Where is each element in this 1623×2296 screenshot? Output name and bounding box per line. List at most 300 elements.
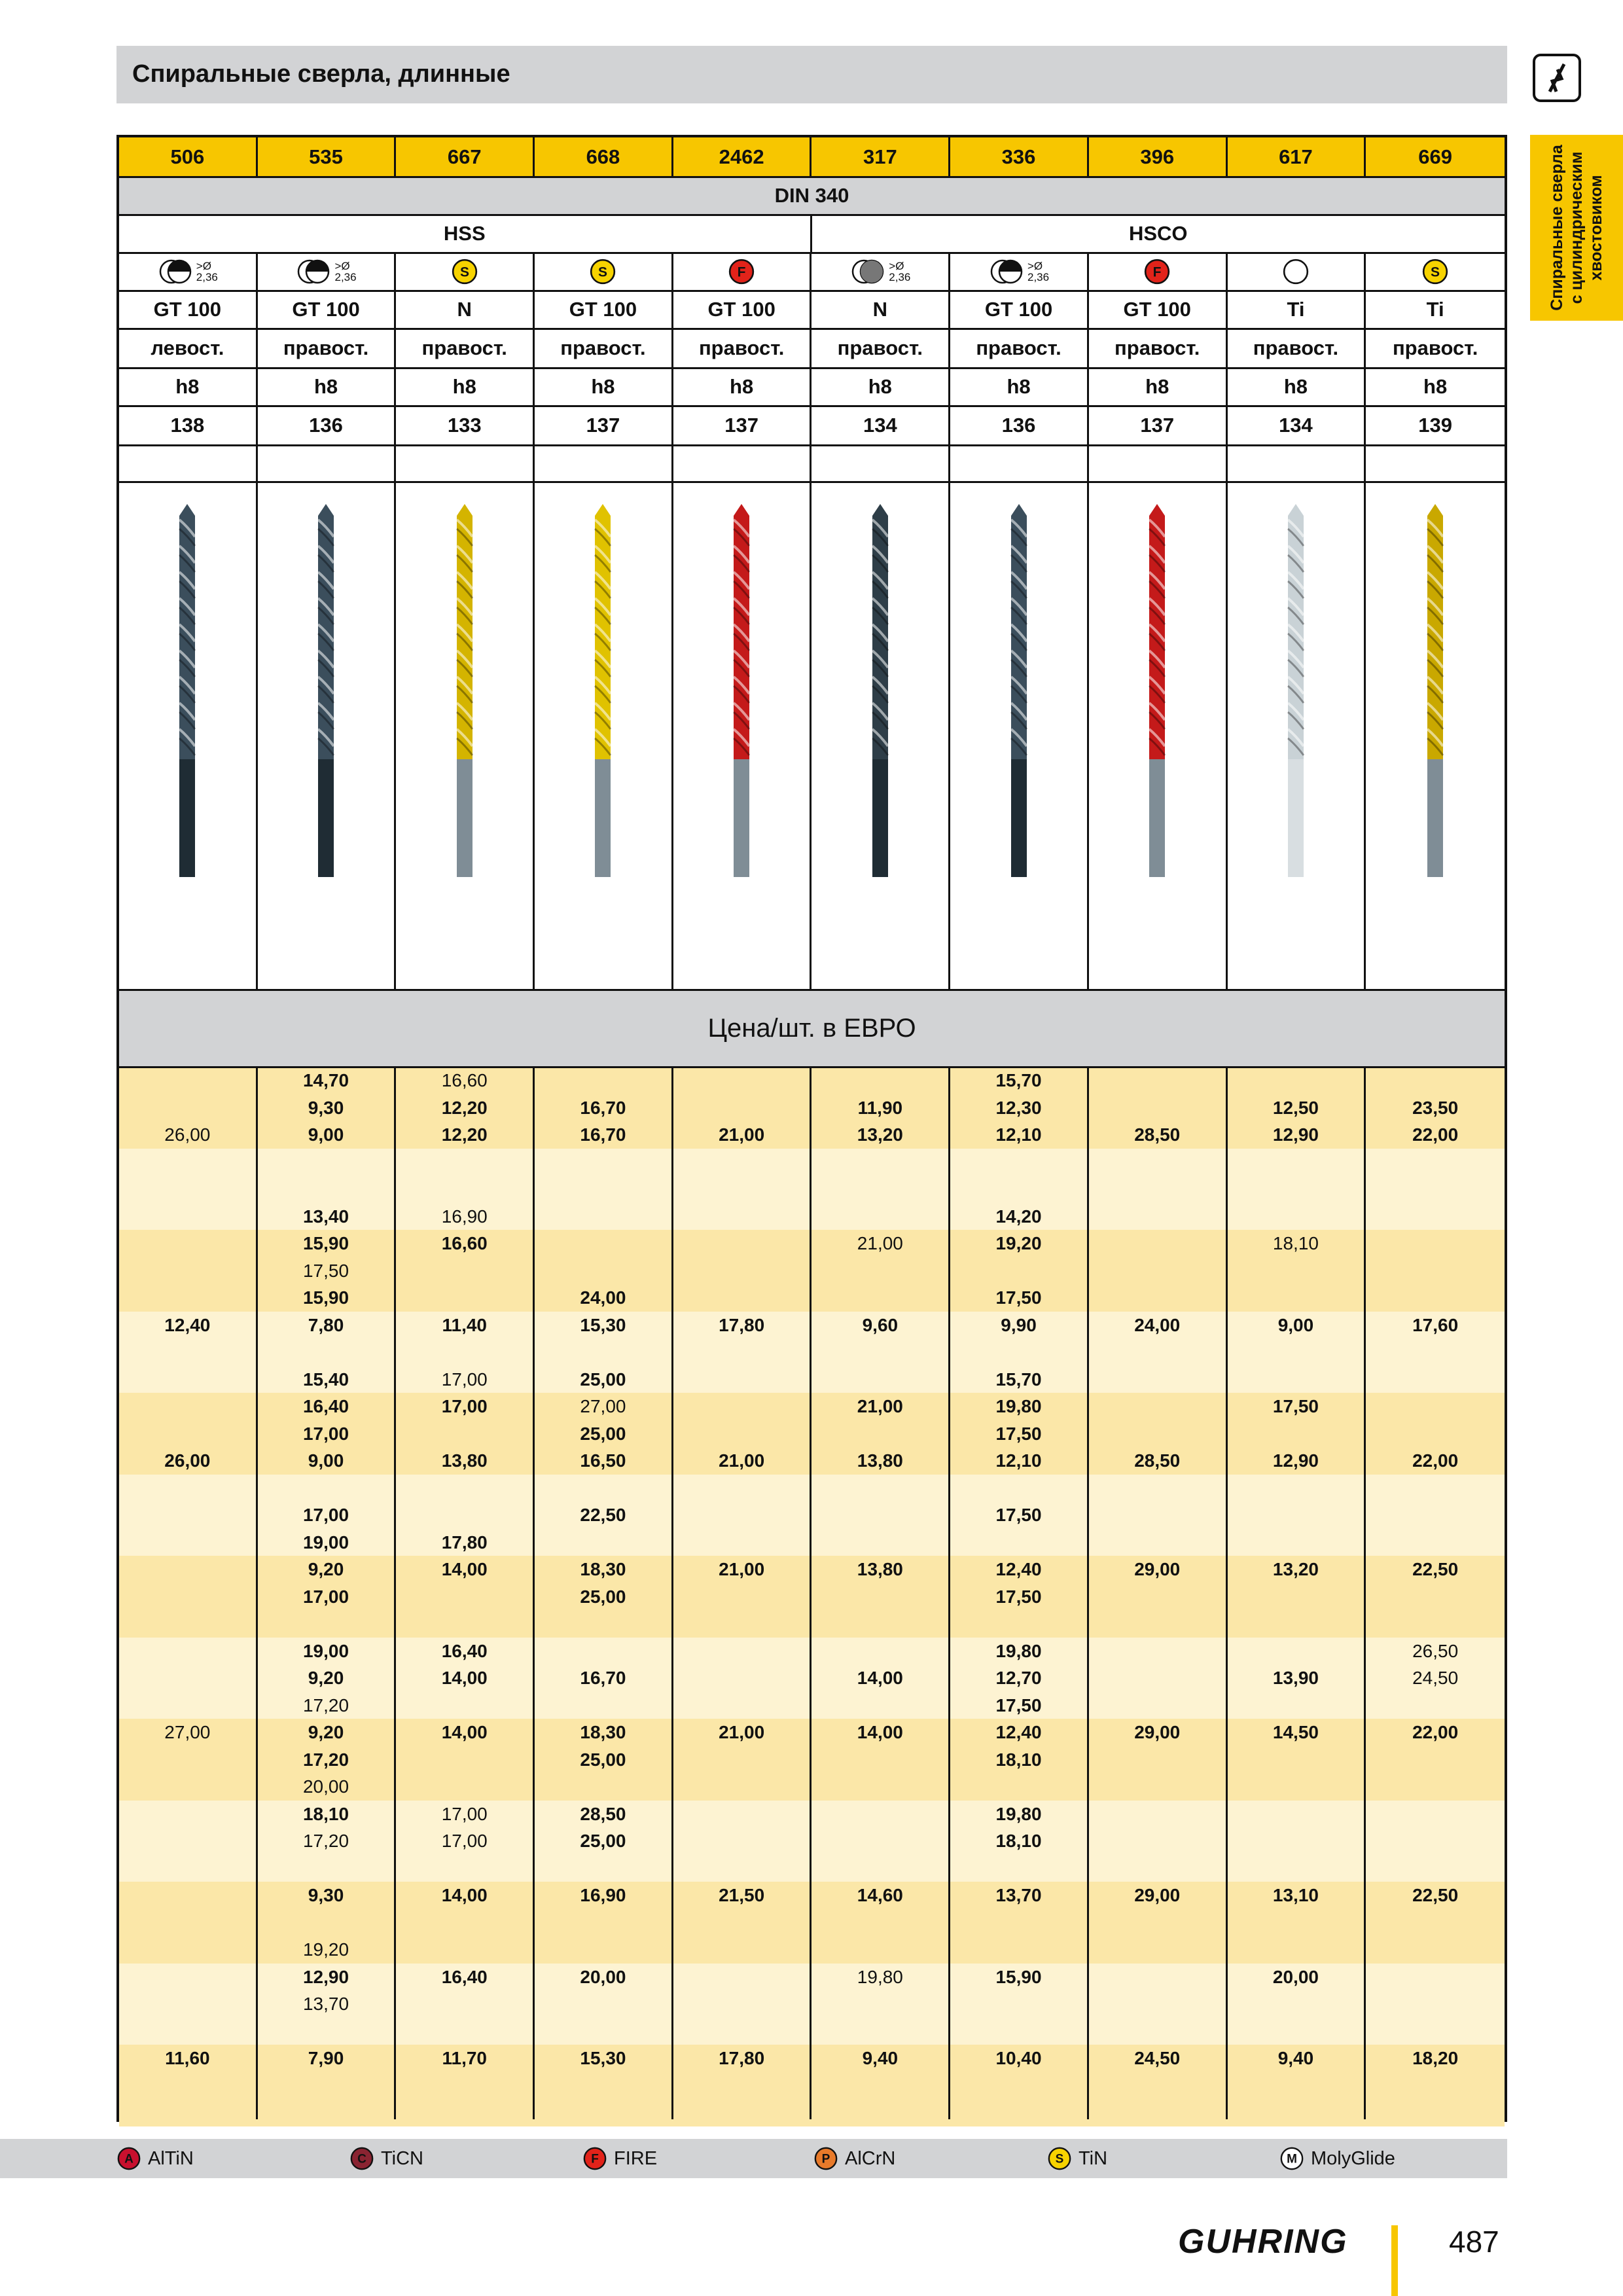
price-value [1366,2018,1505,2045]
price-value [119,1366,256,1393]
price-value [1089,1610,1226,1638]
article-code-row [119,137,1505,177]
tolerance [396,368,535,406]
svg-text:M: M [1287,2152,1297,2166]
price-value [258,2018,395,2045]
price-value: 18,30 [580,1722,626,1742]
price-value: 11,40 [442,1314,487,1335]
half-circle-icon [295,257,356,287]
price-value [673,1067,810,1094]
type-row [119,291,1505,329]
price-value: 17,20 [302,1831,349,1851]
price-value [535,1175,671,1203]
price-value [1366,1067,1505,1094]
price-value [119,1203,256,1230]
price-value [119,1094,256,1122]
price-value: 15,40 [302,1369,349,1390]
tin-coating-icon [1047,2146,1072,2171]
price-value [812,1855,949,1882]
price-value: 11,60 [165,2048,210,2068]
price-value [535,1338,671,1366]
price-value [258,1475,395,1502]
price-value [119,1175,256,1203]
price-value [1089,1420,1226,1448]
tolerance-text: h8 [175,375,200,398]
price-value [535,2018,671,2045]
price-value: 15,70 [995,1070,1042,1090]
price-value: 12,70 [995,1668,1042,1688]
drill-type [119,291,258,329]
price-value [535,1990,671,2018]
page-number: 487 [1449,2225,1499,2259]
price-value: 25,00 [580,1423,626,1444]
price-column [396,1067,535,2119]
empty-cell [535,445,673,482]
page-reference-row [119,406,1505,445]
price-value: 17,50 [995,1505,1042,1525]
side-tab-line3: хвостовиком [1587,175,1605,281]
price-value: 22,50 [1412,1885,1459,1905]
price-value [673,1230,810,1257]
price-value [1089,1393,1226,1420]
price-value: 18,10 [995,1831,1042,1851]
price-value [258,1855,395,1882]
tolerance [1228,368,1366,406]
catalog-page-text: 139 [1418,414,1452,437]
cutting-direction [950,329,1089,368]
price-value: 24,50 [1134,2048,1181,2068]
price-value [1089,1855,1226,1882]
price-value: 7,80 [308,1314,344,1335]
price-value: 16,40 [302,1396,349,1416]
price-value: 9,20 [308,1668,344,1688]
price-value: 9,00 [308,1124,344,1145]
price-value: 22,50 [1412,1559,1459,1579]
drill-bit-image [1416,504,1455,884]
price-value [1366,1773,1505,1801]
price-value: 21,00 [857,1396,903,1416]
price-value: 17,80 [719,1314,765,1335]
catalog-page-text: 137 [724,414,758,437]
price-value: 14,00 [441,1559,488,1579]
drill-type [1089,291,1228,329]
price-value: 9,30 [308,1097,344,1118]
legend-label: MolyGlide [1311,2147,1395,2169]
price-value [1228,1773,1364,1801]
price-value [673,1746,810,1774]
tolerance-text: h8 [313,375,338,398]
price-value: 10,40 [995,2048,1042,2068]
fire-coating-icon [728,258,755,285]
row-divider [119,367,1505,369]
price-value [119,2018,256,2045]
price-value [1366,1990,1505,2018]
drill-type-text: Ti [1287,298,1305,321]
cutting-direction [119,329,258,368]
tolerance [812,368,951,406]
price-value: 22,50 [580,1505,626,1525]
catalog-page-text: 133 [447,414,482,437]
price-value: 29,00 [1134,1559,1181,1579]
legend-item [1047,2139,1107,2178]
price-value: 18,10 [995,1749,1042,1770]
cutting-direction [1228,329,1366,368]
price-value [1089,1801,1226,1828]
price-value [1366,1855,1505,1882]
price-value: 12,30 [995,1097,1042,1118]
article-code-text: 535 [309,145,343,168]
price-value: 16,50 [580,1450,626,1471]
price-value [1228,1610,1364,1638]
drill-type [673,291,812,329]
price-value: 12,20 [441,1097,488,1118]
cutting-direction-text: правост. [560,336,646,359]
empty-circle-icon [1282,258,1310,285]
empty-cell [950,445,1089,482]
tolerance [1366,368,1505,406]
price-value: 20,00 [580,1966,626,1987]
price-value: 25,00 [580,1749,626,1770]
legend-label: FIRE [614,2147,658,2169]
price-value [1089,1230,1226,1257]
price-value: 11,70 [442,2048,487,2068]
price-value: 19,20 [302,1939,349,1960]
price-value: 9,00 [1277,1314,1314,1335]
catalog-page [1089,406,1228,445]
legend-label: TiCN [381,2147,423,2169]
price-value [673,2018,810,2045]
drill-type [258,291,397,329]
price-value [1089,1149,1226,1176]
price-value: 13,70 [302,1994,349,2014]
price-value [535,1529,671,1556]
price-value [812,1338,949,1366]
price-value [1228,1420,1364,1448]
price-value [1366,1175,1505,1203]
price-column [535,1067,673,2119]
drill-cell [812,482,951,990]
price-column [1089,1067,1228,2119]
drill-type [535,291,673,329]
price-value: 9,60 [862,1314,899,1335]
price-value: 21,00 [857,1233,903,1253]
price-value [1366,1230,1505,1257]
article-code [673,137,812,177]
row-divider [119,252,1505,254]
price-value [1228,1175,1364,1203]
tin-coating-icon [1421,258,1449,285]
price-value: 26,00 [164,1450,211,1471]
price-value [535,1610,671,1638]
price-value: 12,40 [995,1722,1042,1742]
symbol-cell [258,253,397,291]
price-value [1366,1827,1505,1855]
price-value [1228,1284,1364,1312]
svg-text:P: P [821,2152,830,2166]
cutting-direction-text: правост. [283,336,369,359]
price-value: 17,00 [441,1831,488,1851]
price-value [673,1366,810,1393]
price-header: Цена/шт. в ЕВРО [707,1013,916,1043]
price-value [812,1149,949,1176]
price-value [119,1692,256,1719]
price-value [812,1583,949,1611]
price-value [396,1610,533,1638]
price-value: 9,90 [1001,1314,1037,1335]
material-group-row [119,215,1505,253]
tolerance [119,368,258,406]
price-value [1089,1638,1226,1665]
tolerance-text: h8 [868,375,892,398]
legend-item [1279,2139,1395,2178]
row-divider [119,176,1505,178]
catalog-page-text: 137 [586,414,620,437]
catalog-page [258,406,397,445]
material-group [812,215,1505,253]
price-value [673,1990,810,2018]
price-value: 13,80 [857,1559,903,1579]
article-code [812,137,951,177]
price-value [812,1420,949,1448]
catalog-page [396,406,535,445]
price-value [673,1284,810,1312]
price-value [119,1420,256,1448]
tolerance [1089,368,1228,406]
price-value [1228,1855,1364,1882]
price-value [1228,1067,1364,1094]
symbol-cell [812,253,951,291]
price-value: 13,20 [857,1124,903,1145]
price-value [1366,1936,1505,1964]
price-value [1228,2018,1364,2045]
price-value [535,1230,671,1257]
coating-legend [0,2139,1507,2178]
price-value [119,1964,256,1991]
article-code-text: 667 [447,145,482,168]
drill-type [396,291,535,329]
legend-label: AlTiN [148,2147,194,2169]
article-code [1089,137,1228,177]
price-value: 13,80 [857,1450,903,1471]
price-value: 16,70 [580,1097,626,1118]
cutting-direction-text: правост. [976,336,1061,359]
price-value [673,1149,810,1176]
ticn-coating-icon [349,2146,374,2171]
price-value [812,1284,949,1312]
price-column [812,1067,951,2119]
price-value: 17,60 [1412,1314,1459,1335]
price-value [535,1773,671,1801]
price-value: 16,60 [441,1070,488,1090]
drill-category-icon [1530,52,1584,103]
price-value [812,1990,949,2018]
svg-text:S: S [598,264,608,280]
price-value: 13,70 [995,1885,1042,1905]
cutting-direction [1089,329,1228,368]
drill-type-text: N [872,298,888,321]
price-value [673,1909,810,1937]
price-value: 17,50 [995,1423,1042,1444]
price-value: 9,30 [308,1885,344,1905]
price-value: 16,90 [580,1885,626,1905]
price-value: 12,10 [995,1450,1042,1471]
article-code-text: 396 [1140,145,1175,168]
drill-type-text: Ti [1426,298,1444,321]
price-value: 22,00 [1412,1722,1459,1742]
price-value [119,1338,256,1366]
price-value: 28,50 [1134,1124,1181,1145]
altin-coating-icon [116,2146,141,2171]
price-value: 17,20 [302,1695,349,1715]
empty-cell [396,445,535,482]
article-code [396,137,535,177]
price-value: 18,10 [302,1803,349,1824]
price-value [396,1284,533,1312]
cutting-direction [258,329,397,368]
tolerance [258,368,397,406]
price-value: 15,90 [302,1287,349,1308]
price-value: 21,00 [719,1450,765,1471]
price-value [535,1203,671,1230]
drill-cell [673,482,812,990]
side-tab[interactable] [1530,135,1623,321]
price-value: 16,40 [441,1640,488,1661]
catalog-page-text: 138 [170,414,205,437]
drill-type-text: GT 100 [984,298,1053,321]
price-value: 18,30 [580,1559,626,1579]
catalog-page [950,406,1089,445]
price-value [1089,1203,1226,1230]
molyglide-coating-icon [1279,2146,1304,2171]
price-value [1089,1773,1226,1801]
row-divider [119,1066,1505,1068]
brand-divider [1391,2225,1398,2296]
price-value [1228,1338,1364,1366]
price-value [673,1338,810,1366]
price-value: 20,00 [1272,1966,1319,1987]
price-value: 18,20 [1412,2048,1459,2068]
symbol-cell [535,253,673,291]
price-value: 17,00 [302,1505,349,1525]
price-value [119,1501,256,1529]
price-value [673,1610,810,1638]
price-value [950,1773,1087,1801]
symbol-row [119,253,1505,291]
article-code-text: 669 [1418,145,1452,168]
price-value [396,2018,533,2045]
svg-text:F: F [591,2152,599,2166]
price-value [119,1855,256,1882]
price-value [396,1936,533,1964]
price-value: 18,10 [1272,1233,1319,1253]
price-value [673,1964,810,1991]
price-value [950,1338,1087,1366]
price-value [1366,1909,1505,1937]
price-value: 19,20 [995,1233,1042,1253]
article-code [950,137,1089,177]
drill-type-text: GT 100 [569,298,637,321]
price-value: 17,50 [995,1586,1042,1607]
price-value [673,1529,810,1556]
price-value [119,1556,256,1583]
price-value [396,1990,533,2018]
price-value [950,1909,1087,1937]
cutting-direction [812,329,951,368]
price-value [673,1583,810,1611]
price-value: 19,80 [995,1396,1042,1416]
price-value: 16,90 [441,1206,488,1227]
price-value [396,1175,533,1203]
price-value [1366,1583,1505,1611]
row-divider [119,405,1505,407]
empty-cell [812,445,951,482]
price-value [673,1638,810,1665]
price-value [673,1094,810,1122]
price-value: 13,80 [441,1450,488,1471]
price-value [396,1855,533,1882]
price-value: 29,00 [1134,1885,1181,1905]
drill-bit-image [1137,504,1177,884]
price-value [1089,1583,1226,1611]
price-value [119,1638,256,1665]
price-value [119,1230,256,1257]
price-value: 14,50 [1272,1722,1319,1742]
price-value: 16,40 [441,1966,488,1987]
price-value: 12,90 [1272,1124,1319,1145]
price-value: 9,00 [308,1450,344,1471]
price-value [119,1664,256,1692]
price-value [119,1067,256,1094]
empty-cell [258,445,397,482]
price-value [812,1501,949,1529]
price-value [673,1420,810,1448]
price-value [535,1909,671,1937]
price-value [119,1393,256,1420]
price-value [812,1175,949,1203]
catalog-page [673,406,812,445]
catalog-page-text: 134 [1279,414,1313,437]
price-value [1228,1529,1364,1556]
tin-coating-icon [451,258,478,285]
symbol-cell [1089,253,1228,291]
price-value [950,1149,1087,1176]
empty-row [119,445,1505,482]
diameter-note: >Ø 2,36 [334,260,357,283]
diameter-note: >Ø 2,36 [196,260,218,283]
svg-text:S: S [459,264,469,280]
price-value [1089,2018,1226,2045]
price-value: 22,00 [1412,1124,1459,1145]
price-value: 12,10 [995,1124,1042,1145]
price-value: 12,90 [302,1966,349,1987]
price-value: 13,10 [1272,1885,1319,1905]
price-value [1366,1692,1505,1719]
symbol-cell [950,253,1089,291]
article-code [535,137,673,177]
brand-logo: GUHRING [1178,2223,1348,2261]
symbol-cell [1228,253,1366,291]
catalog-page-text: 136 [309,414,343,437]
price-value: 22,00 [1412,1450,1459,1471]
price-value [1366,1501,1505,1529]
price-value: 28,50 [580,1803,626,1824]
price-value [950,2018,1087,2045]
price-value [673,1855,810,1882]
price-value [119,1583,256,1611]
price-value [812,1692,949,1719]
tolerance-text: h8 [1007,375,1031,398]
price-value [1366,1610,1505,1638]
